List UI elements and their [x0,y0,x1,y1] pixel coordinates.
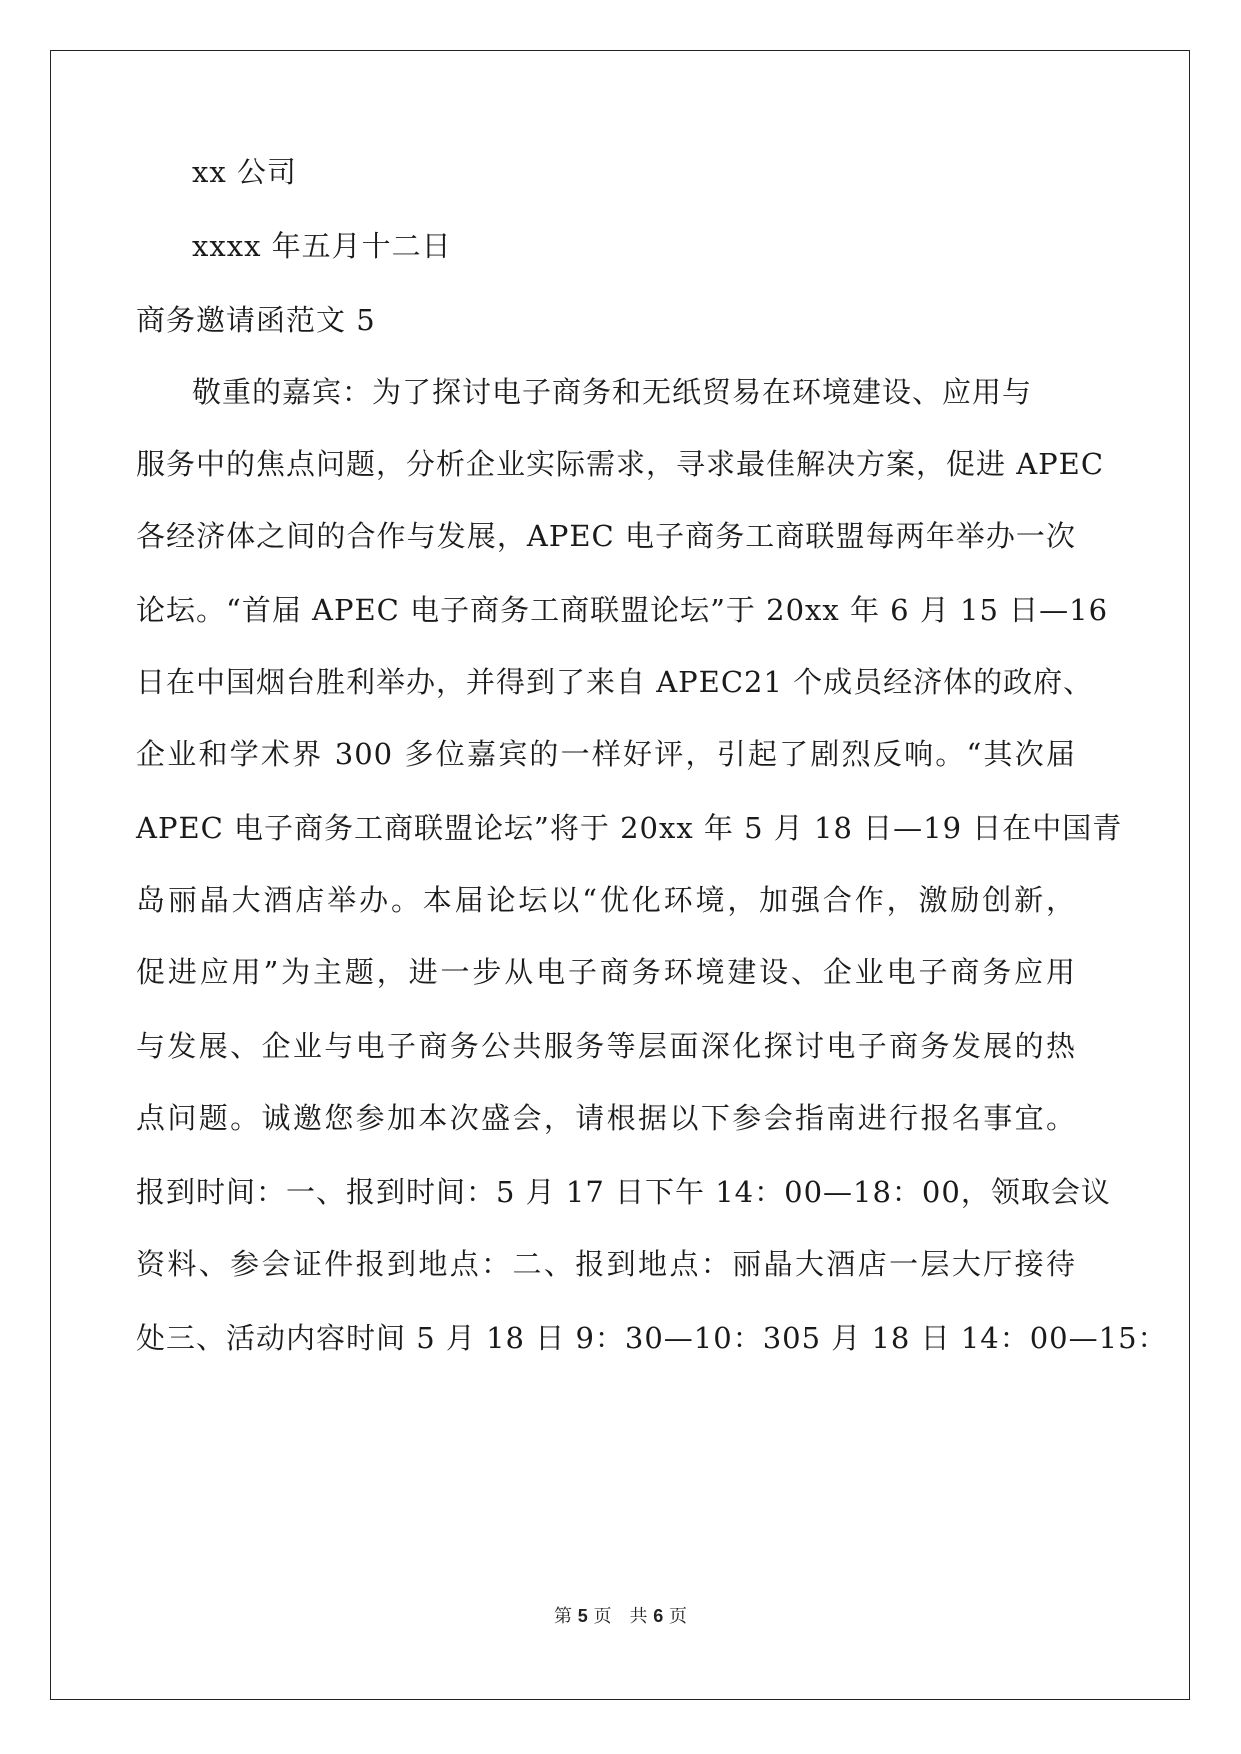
body-line: 各经济体之间的合作与发展，APEC 电子商务工商联盟每两年举办一次 [136,519,1076,553]
page-border [50,50,1190,1700]
body-line: 报到时间：一、报到时间：5 月 17 日下午 14：00—18：00，领取会议 [136,1175,1111,1209]
footer-mid: 页 共 [593,1606,648,1627]
body-line: 论坛。“首届 APEC 电子商务工商联盟论坛”于 20xx 年 6 月 15 日—16 [136,593,1109,627]
closing-company: xx 公司 [192,155,297,189]
footer-suffix: 页 [668,1606,687,1627]
footer-prefix: 第 [554,1606,573,1627]
section-title: 商务邀请函范文 5 [136,303,376,337]
current-page-number: 5 [577,1606,588,1626]
body-line: 促进应用”为主题，进一步从电子商务环境建设、企业电子商务应用 [136,955,1076,989]
body-line: 岛丽晶大酒店举办。本届论坛以“优化环境，加强合作，激励创新， [136,883,1076,917]
closing-date: xxxx 年五月十二日 [192,229,452,263]
body-line: 服务中的焦点问题，分析企业实际需求，寻求最佳解决方案，促进 APEC [136,447,1105,481]
body-line: 点问题。诚邀您参加本次盛会，请根据以下参会指南进行报名事宜。 [136,1101,1076,1135]
body-line: 日在中国烟台胜利举办，并得到了来自 APEC21 个成员经济体的政府、 [136,665,1094,699]
body-line: 处三、活动内容时间 5 月 18 日 9：30—10：305 月 18 日 14：00—15： [136,1321,1168,1355]
body-line: 企业和学术界 300 多位嘉宾的一样好评，引起了剧烈反响。“其次届 [136,737,1076,771]
page-footer [0,1604,1241,1629]
body-line: APEC 电子商务工商联盟论坛”将于 20xx 年 5 月 18 日—19 日在中国青 [136,811,1123,845]
total-page-number: 6 [653,1606,664,1626]
body-line: 敬重的嘉宾：为了探讨电子商务和无纸贸易在环境建设、应用与 [192,375,1033,409]
body-line: 与发展、企业与电子商务公共服务等层面深化探讨电子商务发展的热 [136,1029,1076,1063]
body-line: 资料、参会证件报到地点：二、报到地点：丽晶大酒店一层大厅接待 [136,1247,1076,1281]
